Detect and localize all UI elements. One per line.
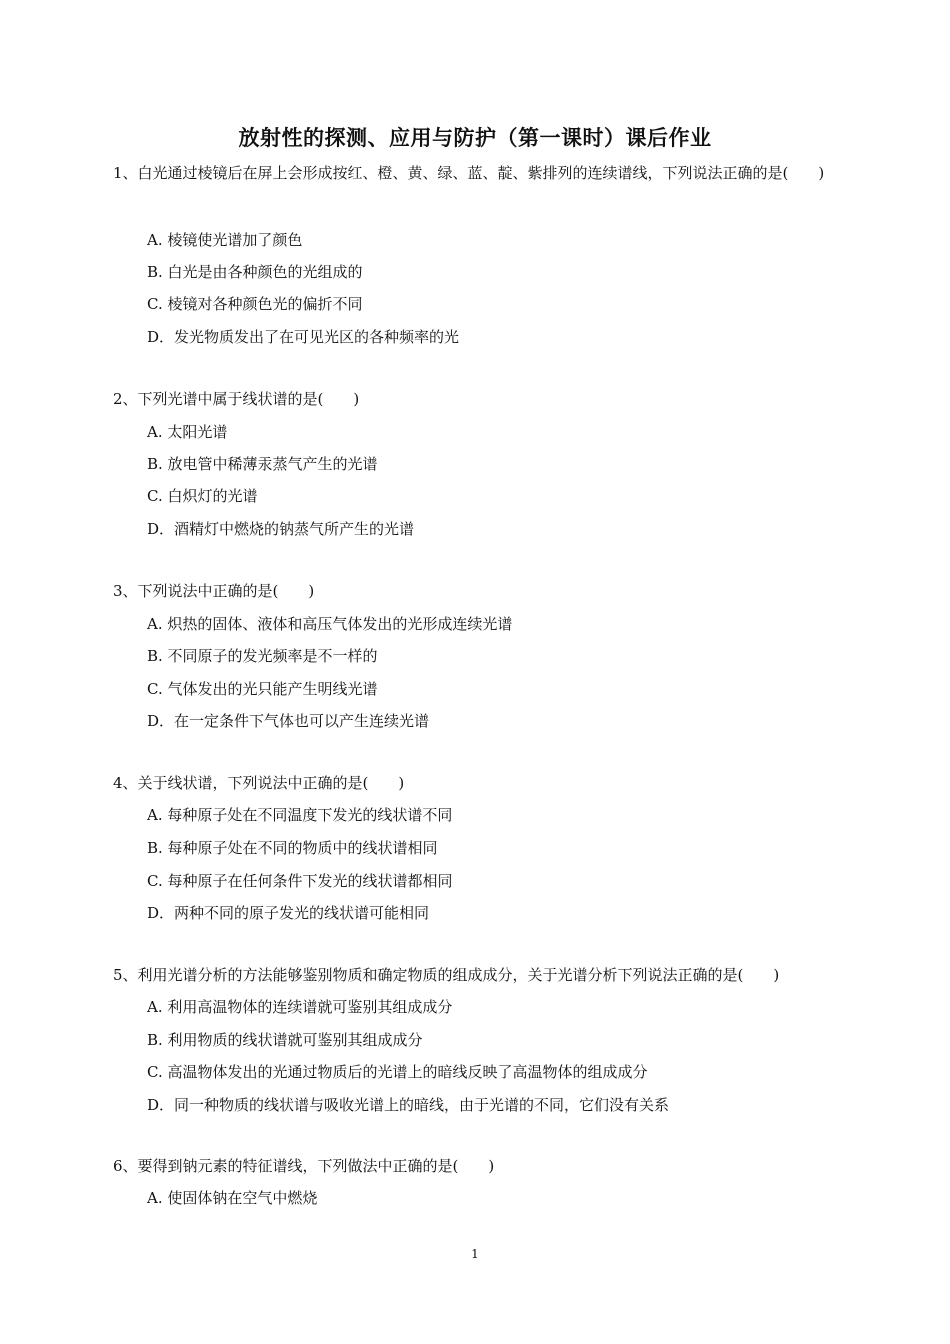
question-3-stem: 3、下列说法中正确的是( ) (113, 582, 315, 600)
question-4-option-c: C. 每种原子在任何条件下发光的线状谱都相同 (147, 872, 453, 890)
question-2-option-a: A. 太阳光谱 (147, 423, 228, 441)
question-5-option-d: D．同一种物质的线状谱与吸收光谱上的暗线，由于光谱的不同，它们没有关系 (147, 1096, 670, 1114)
question-2-option-d: D．酒精灯中燃烧的钠蒸气所产生的光谱 (147, 520, 415, 538)
question-5-option-c: C. 高温物体发出的光通过物质后的光谱上的暗线反映了高温物体的组成成分 (147, 1063, 648, 1081)
question-5-option-b: B. 利用物质的线状谱就可鉴别其组成成分 (147, 1031, 423, 1049)
question-3-option-a: A. 炽热的固体、液体和高压气体发出的光形成连续光谱 (147, 615, 513, 633)
question-1-option-b: B. 白光是由各种颜色的光组成的 (147, 263, 363, 281)
question-1-option-d: D．发光物质发出了在可见光区的各种频率的光 (147, 328, 460, 346)
question-5-option-a: A. 利用高温物体的连续谱就可鉴别其组成成分 (147, 998, 453, 1016)
question-5-stem: 5、利用光谱分析的方法能够鉴别物质和确定物质的组成成分，关于光谱分析下列说法正确的是( ) (113, 966, 780, 984)
question-3-option-c: C. 气体发出的光只能产生明线光谱 (147, 680, 378, 698)
question-2-stem: 2、下列光谱中属于线状谱的是( ) (113, 390, 360, 408)
question-4-option-a: A. 每种原子处在不同温度下发光的线状谱不同 (147, 806, 453, 824)
question-1-option-c: C. 棱镜对各种颜色光的偏折不同 (147, 295, 363, 313)
question-4-option-b: B. 每种原子处在不同的物质中的线状谱相同 (147, 839, 438, 857)
question-1-option-a: A. 棱镜使光谱加了颜色 (147, 231, 303, 249)
document-title: 放射性的探测、应用与防护（第一课时）课后作业 (238, 126, 712, 150)
question-3-option-b: B. 不同原子的发光频率是不一样的 (147, 647, 378, 665)
question-4-stem: 4、关于线状谱，下列说法中正确的是( ) (113, 774, 405, 792)
question-4-option-d: D．两种不同的原子发光的线状谱可能相同 (147, 904, 430, 922)
question-6-stem: 6、要得到钠元素的特征谱线，下列做法中正确的是( ) (113, 1157, 495, 1175)
question-1-stem: 1、白光通过棱镜后在屏上会形成按红、橙、黄、绿、蓝、靛、紫排列的连续谱线，下列说法正确的是( ) (113, 164, 825, 182)
page-number: 1 (471, 1247, 479, 1261)
question-2-option-b: B. 放电管中稀薄汞蒸气产生的光谱 (147, 455, 378, 473)
question-3-option-d: D．在一定条件下气体也可以产生连续光谱 (147, 712, 430, 730)
question-2-option-c: C. 白炽灯的光谱 (147, 487, 258, 505)
question-6-option-a: A. 使固体钠在空气中燃烧 (147, 1189, 318, 1207)
